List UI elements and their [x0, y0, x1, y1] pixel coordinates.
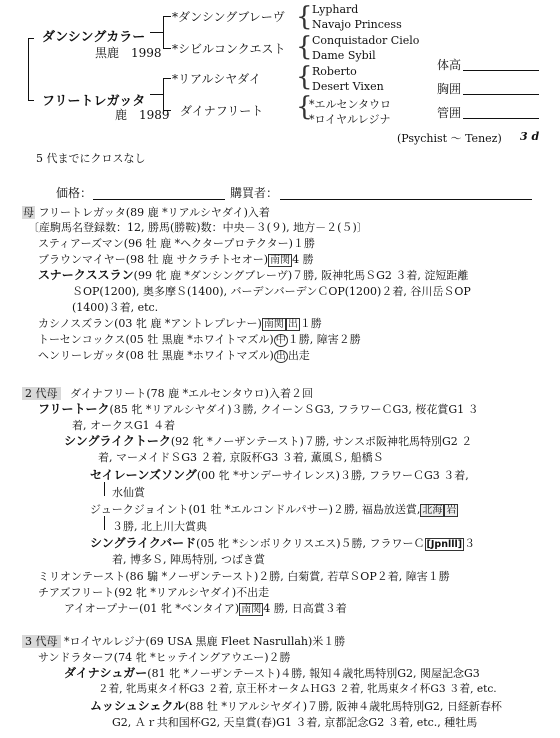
buyer-field[interactable]: [280, 199, 532, 200]
dam-section-header: [22, 205, 270, 220]
g3-2: Navajo Princess: [312, 18, 402, 31]
sd-foal-1a-2: [90, 502, 458, 518]
dam-foal-3: [38, 268, 468, 283]
sire-detail: 黒鹿 1998: [95, 46, 162, 60]
third-dam-header-text: *ロイヤルレジナ(69 USA 黒鹿 Fleet Nasrullah)米１勝: [64, 635, 346, 648]
sd-foal-1a-3-text: (05 牝 *シンボリクリスエス)５勝, フラワーＣ: [196, 537, 425, 550]
badge-hokkai: 北海: [422, 505, 443, 516]
g2-dam-dam: ダイナフリート: [180, 104, 264, 118]
dam-detail: 鹿 1989: [115, 108, 170, 122]
dam-foal-3-name: スナークススラン: [38, 268, 134, 282]
dam-foal-4-text: カシノスズラン(03 牝 鹿 *アントレプレナー): [38, 317, 262, 330]
second-dam-header: [22, 386, 313, 401]
inbreed-note: 5 代までにクロスなし: [36, 152, 146, 165]
dam-foal-5-result: １勝, 障害２勝: [287, 333, 361, 346]
g2-sire-dam: *シビルコンクエスト: [172, 42, 286, 56]
brace-3: {: [296, 62, 313, 92]
second-dam-header-text: ダイナフリート(78 鹿 *エルセンタウロ)入着２回: [70, 387, 313, 400]
g3-5: Roberto: [312, 65, 357, 78]
g3-4: Dame Sybil: [312, 49, 376, 62]
dam-name: フリートレガッタ: [42, 94, 146, 109]
td-foal-1a-cont: ２着, 牝馬東タイ杯G3 ２着, 京王杯オータムＨG3 ２着, 牝馬東タイ杯G3 ３着, etc.: [98, 683, 497, 695]
price-label: 価格：: [56, 186, 93, 200]
sd-foal-1a-2-text: ジュークジョイント(01 牡 *エルコンドルパサー)２勝, 福島放送賞,: [90, 503, 421, 516]
dam-foal-summary: 〔産駒馬名登録数：12, 勝馬(勝鞍)数：中央－３(９), 地方－２(５)〕: [28, 221, 368, 234]
sd-foal-1-cont: 着, オークスG1 ４着: [72, 419, 176, 432]
badge-chu: 中: [275, 335, 286, 346]
badge-iwa: 岩: [446, 505, 457, 516]
sd-foal-3a-result: 4 勝, 日高賞３着: [263, 602, 347, 615]
dam-tag: 母: [23, 206, 34, 219]
td-foal-1a-text: (81 牝 *ノーザンテースト)４勝, 報知４歳牝馬特別G2, 関屋記念G3: [147, 667, 480, 680]
height-label: 体高: [437, 58, 462, 72]
third-dam-header: [22, 634, 345, 649]
sd-foal-1: [38, 402, 479, 417]
dam-foal-2: [38, 252, 314, 268]
sd-foal-1a-1-text: (00 牝 *サンデーサイレンス)３勝, フラワーＣG3 ３着,: [196, 469, 469, 482]
cross-note: (Psychist ～ Tenez): [397, 132, 502, 145]
dam-foal-4: [38, 316, 322, 332]
price-field[interactable]: [93, 199, 225, 200]
sd-foal-1a-1-name: セイレーンズソング: [90, 468, 197, 482]
badge-nankan-2: 南関: [263, 319, 284, 330]
td-foal-1a-1-text: (88 牡 *リアルシヤダイ)７勝, 阪神４歳牝馬特別G2, 日経新春杯: [185, 700, 502, 713]
dam-header-text: フリートレガッタ(89 鹿 *リアルシヤダイ)入着: [38, 206, 270, 219]
sd-foal-1a-cont: 着, マーメイドＳG3 ２着, 京阪杯G3 ３着, 薫風Ｓ, 船橋Ｓ: [98, 451, 384, 464]
dam-foal-1: スティアーズマン(96 牡 鹿 *ヘクタープロテクター)１勝: [38, 237, 315, 250]
cannon-label: 管囲: [437, 106, 462, 120]
sd-foal-3a: [64, 601, 347, 617]
dam-foal-5-text: トーセンコックス(05 牡 黒鹿 *ホワイトマズル): [38, 333, 274, 346]
dam-foal-6: [38, 348, 310, 364]
brace-2: {: [296, 32, 313, 62]
badge-nankan: 南関: [270, 255, 291, 266]
td-foal-1: サンドラターフ(74 牝 *ヒッテイングアウエー)２勝: [38, 651, 291, 664]
dam-foal-3-cont1: ＳOP(1200), 奥多摩Ｓ(1400), バーデンバーデンＣOP(1200)２着, 谷川岳ＳOP: [72, 285, 471, 298]
sd-foal-1a-3-name: シングライクバード: [90, 536, 197, 550]
sd-foal-1a-2-cont: ３勝, 北上川大賞典: [112, 520, 207, 533]
badge-nankan-3: 南関: [241, 604, 262, 615]
second-dam-tag: 2 代母: [22, 387, 61, 400]
sd-foal-1a-3: [90, 536, 475, 552]
bracket-mark-1: [104, 482, 105, 496]
td-foal-1a-name: ダイナシュガー: [64, 666, 148, 680]
height-field[interactable]: [463, 70, 539, 71]
chest-field[interactable]: [463, 94, 539, 95]
g3-3: Conquistador Cielo: [312, 34, 420, 47]
sd-foal-3: チアズフリート(92 牝 *リアルシヤダイ)不出走: [38, 586, 270, 599]
sd-foal-1a-3-place: ３: [464, 537, 476, 550]
dam-foal-2-text: ブラウンマイヤー(98 牡 鹿 サクラチトセオー): [38, 253, 269, 266]
sire-name: ダンシングカラー: [42, 30, 146, 45]
badge-jpn3: [Jpnlll]: [426, 539, 463, 550]
dam-foal-3-cont2: (1400)３着, etc.: [72, 301, 159, 314]
g3-6: Desert Vixen: [312, 80, 384, 93]
sd-foal-1a-text: (92 牝 *ノーザンテースト)７勝, サンスポ阪神牝馬特別G2 ２: [170, 435, 473, 448]
bracket-mark-2: [104, 516, 105, 530]
sd-foal-1a-1: [90, 468, 469, 483]
g3-1: Lyphard: [312, 3, 359, 16]
sd-foal-2: ミリオンテースト(86 騸 *ノーザンテースト)２勝, 白菊賞, 若草ＳOP２着, 障害１勝: [38, 570, 450, 583]
td-foal-1a-1: [90, 699, 502, 714]
dam-foal-6-result: 出走: [287, 349, 310, 362]
dam-foal-3-text: (99 牝 鹿 *ダンシングブレーヴ)７勝, 阪神牝馬ＳG2 ３着, 淀短距離: [133, 269, 469, 282]
g3-8: *ロイヤルレジナ: [309, 113, 391, 126]
dam-foal-4-result: １勝: [299, 317, 322, 330]
dam-foal-6-text: ヘンリーレガッタ(08 牡 黒鹿 *ホワイトマズル): [38, 349, 274, 362]
td-foal-1a: [64, 666, 480, 681]
td-foal-1a-1-cont: G2, Ａｒ共和国杯G2, 天皇賞(春)G1 ３着, 京都記念G2 ３着, etc., 種牡馬: [112, 716, 478, 729]
sd-foal-1-name: フリートーク: [38, 402, 110, 416]
sd-foal-1a: [64, 434, 472, 449]
sd-foal-1a-3-cont: 着, 博多Ｓ, 陣馬特別, つばき賞: [112, 553, 265, 566]
badge-shutsu: 出: [275, 351, 286, 362]
sd-foal-1-text: (85 牝 *リアルシヤダイ)３勝, クイーンＳG3, フラワーＣG3, 桜花賞G1 ３: [109, 403, 479, 416]
sd-foal-3a-text: アイオープナー(01 牝 *ベンタイア): [64, 602, 240, 615]
cannon-field[interactable]: [463, 118, 539, 119]
brace-1: {: [296, 2, 313, 32]
brace-4: {: [296, 92, 313, 122]
chest-label: 胸囲: [437, 82, 462, 96]
cross-degree: 3 d: [520, 130, 540, 143]
dam-foal-5: [38, 332, 361, 348]
sd-foal-1a-name: シングライクトーク: [64, 434, 171, 448]
g3-7: *エルセンタウロ: [309, 98, 392, 111]
sd-foal-1a-1-cont: 水仙賞: [112, 486, 145, 499]
dam-foal-2-result: 4 勝: [292, 253, 314, 266]
buyer-label: 購買者：: [230, 186, 279, 200]
badge-de: 出: [287, 319, 298, 330]
third-dam-tag: 3 代母: [22, 635, 61, 648]
g2-sire-sire: *ダンシングブレーヴ: [172, 10, 285, 24]
td-foal-1a-1-name: ムッシュシェクル: [90, 699, 186, 713]
g2-dam-sire: *リアルシヤダイ: [172, 72, 261, 86]
